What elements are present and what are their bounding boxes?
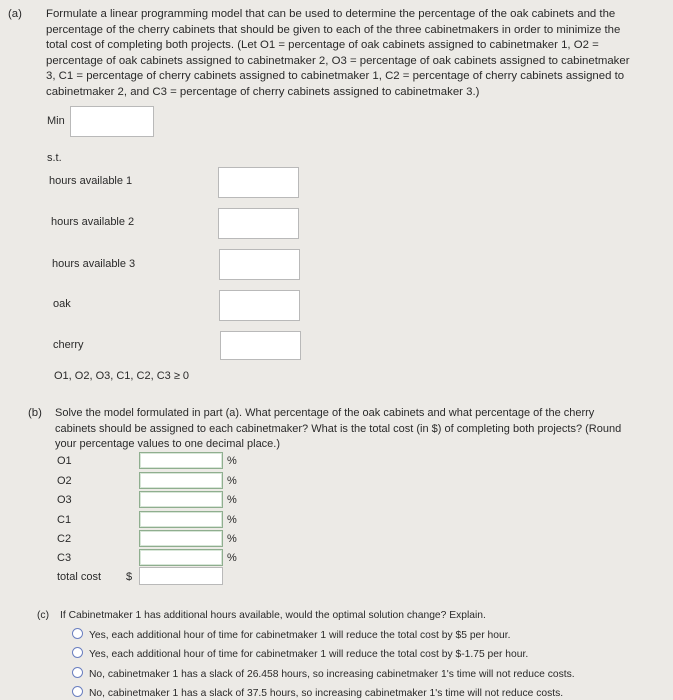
var-label-c2: C2	[57, 533, 72, 545]
part-a-line: total cost of completing both projects. (Let O1 = percentage of oak cabinets assigned to cabinetmaker 1, O2 =	[46, 39, 599, 52]
constraint-input-cherry[interactable]	[220, 331, 301, 360]
radio-button[interactable]	[72, 686, 83, 697]
part-a-marker: (a)	[8, 8, 22, 20]
constraint-input-hours-3[interactable]	[219, 249, 300, 280]
var-label-o3: O3	[57, 494, 72, 506]
percent-unit: %	[227, 494, 237, 506]
answer-input-c3[interactable]	[139, 549, 223, 566]
option-text: No, cabinetmaker 1 has a slack of 26.458 hours, so increasing cabinetmaker 1's time will not reduce costs.	[89, 669, 575, 680]
part-a-line: percentage of oak cabinets assigned to cabinetmaker 2, O3 = percentage of oak cabinets assigned to cabinetmaker	[46, 54, 630, 67]
radio-button[interactable]	[72, 647, 83, 658]
radio-option-1[interactable]	[72, 628, 510, 641]
currency-symbol: $	[126, 571, 133, 583]
radio-button[interactable]	[72, 628, 83, 639]
part-b-question	[55, 406, 670, 453]
st-label: s.t.	[47, 152, 62, 164]
option-text: No, cabinetmaker 1 has a slack of 37.5 hours, so increasing cabinetmaker 1's time will not reduce costs.	[89, 688, 564, 699]
part-b-marker: (b)	[28, 407, 42, 419]
answer-input-o1[interactable]	[139, 452, 223, 469]
objective-input[interactable]	[70, 106, 154, 137]
min-label: Min	[47, 115, 65, 127]
constraint-label-hours-2: hours available 2	[51, 216, 135, 228]
part-b-line: cabinets should be assigned to each cabinetmaker? What is the total cost (in $) of completing both projects? (Round	[55, 422, 622, 435]
radio-option-2[interactable]	[72, 647, 528, 660]
constraint-label-hours-3: hours available 3	[52, 258, 136, 270]
constraint-label-cherry: cherry	[53, 339, 84, 351]
part-a-question	[46, 7, 673, 101]
var-label-c3: C3	[57, 552, 72, 564]
percent-unit: %	[227, 514, 237, 526]
total-cost-label: total cost	[57, 571, 102, 583]
part-a-line: percentage of the cherry cabinets that should be given to each of the three cabinetmakers in order to minimize the	[46, 23, 621, 36]
answer-input-o2[interactable]	[139, 472, 223, 489]
part-c-question: If Cabinetmaker 1 has additional hours available, would the optimal solution change? Explain.	[60, 610, 486, 621]
total-cost-input[interactable]	[139, 567, 223, 585]
part-a-line: cabinetmaker 2, and C3 = percentage of cherry cabinets assigned to cabinetmaker 3.)	[46, 85, 480, 98]
constraint-input-hours-2[interactable]	[218, 208, 299, 239]
radio-option-3[interactable]	[72, 667, 575, 680]
answer-input-o3[interactable]	[139, 491, 223, 508]
var-label-c1: C1	[57, 514, 72, 526]
answer-input-c1[interactable]	[139, 511, 223, 528]
constraint-label-hours-1: hours available 1	[49, 175, 133, 187]
percent-unit: %	[227, 552, 237, 564]
constraint-label-oak: oak	[53, 298, 71, 310]
percent-unit: %	[227, 533, 237, 545]
part-a-line: 3, C1 = percentage of cherry cabinets assigned to cabinetmaker 1, C2 = percentage of cherry cabinets assigned to	[46, 70, 625, 83]
radio-button[interactable]	[72, 667, 83, 678]
nonnegativity-constraint: O1, O2, O3, C1, C2, C3 ≥ 0	[54, 370, 190, 382]
percent-unit: %	[227, 455, 237, 467]
radio-option-4[interactable]	[72, 686, 563, 699]
option-text: Yes, each additional hour of time for cabinetmaker 1 will reduce the total cost by $-1.75 per hour.	[89, 649, 529, 660]
part-b-line: your percentage values to one decimal place.)	[55, 438, 281, 451]
answer-input-c2[interactable]	[139, 530, 223, 547]
percent-unit: %	[227, 475, 237, 487]
constraint-input-oak[interactable]	[219, 290, 300, 321]
part-c-marker: (c)	[37, 610, 50, 621]
var-label-o1: O1	[57, 455, 72, 467]
part-b-line: Solve the model formulated in part (a). What percentage of the oak cabinets and what percentage of the cherry	[55, 407, 595, 419]
constraint-input-hours-1[interactable]	[218, 167, 299, 198]
part-a-line: Formulate a linear programming model that can be used to determine the percentage of the oak cabinets and the	[46, 8, 616, 20]
option-text: Yes, each additional hour of time for cabinetmaker 1 will reduce the total cost by $5 per hour.	[89, 630, 511, 641]
var-label-o2: O2	[57, 475, 72, 487]
